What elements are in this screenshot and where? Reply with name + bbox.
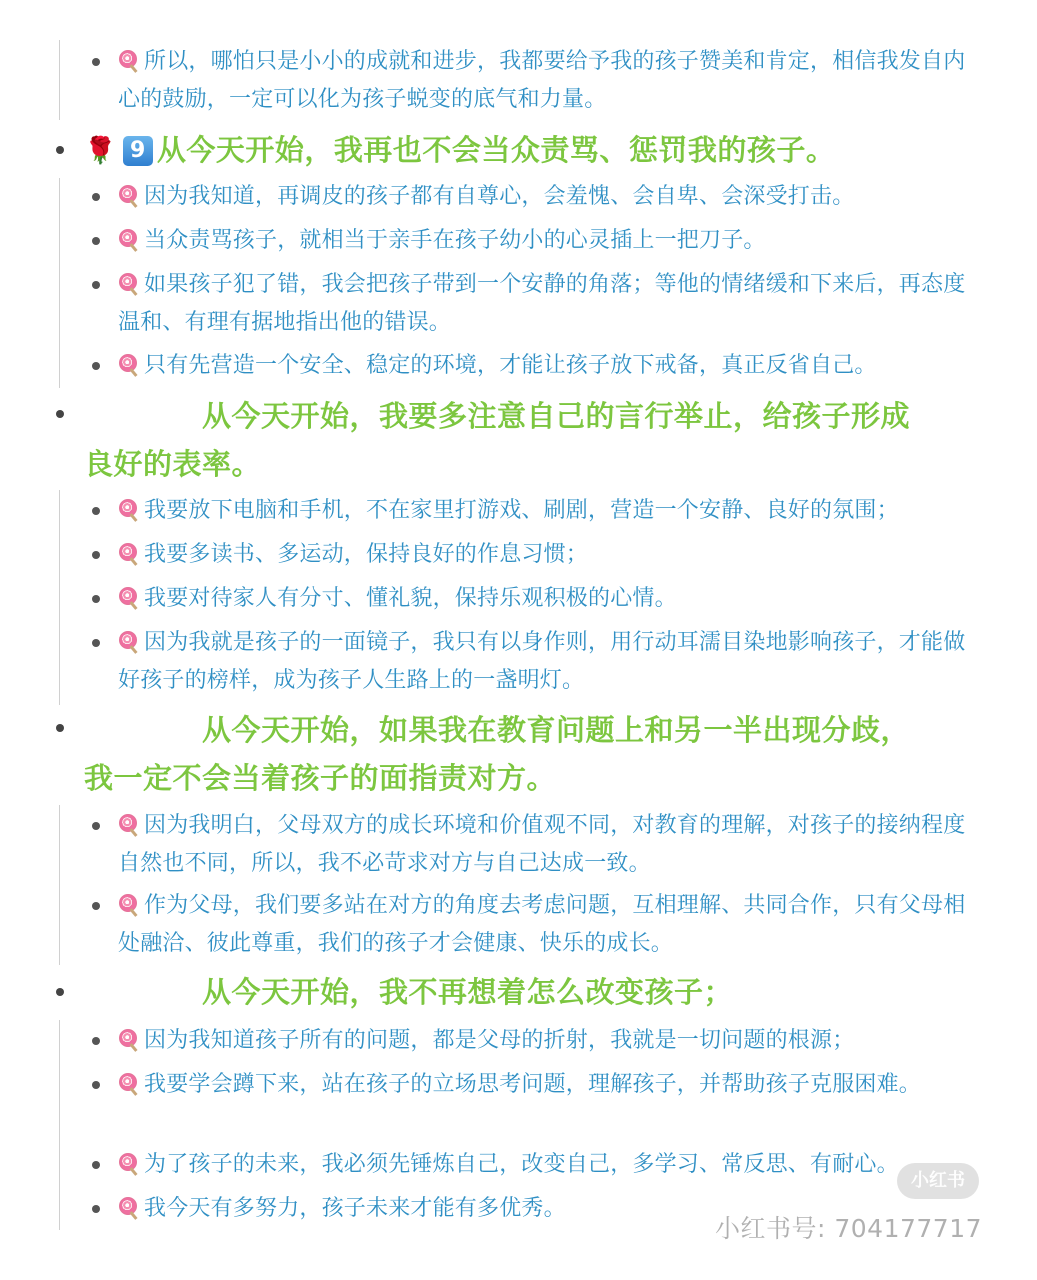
section-heading: 🌹 9 从今天开始，我再也不会当众责骂、惩罚我的孩子。: [84, 126, 984, 175]
heading-bullet: [56, 146, 64, 154]
list-item: 我今天有多努力，孩子未来才能有多优秀。: [118, 1190, 968, 1228]
bullet: [92, 58, 100, 66]
lollipop-icon: [118, 630, 140, 652]
watermark-id: 小红书号: 704177717: [715, 1214, 983, 1243]
list-item: 因为我知道孩子所有的问题，都是父母的折射，我就是一切问题的根源；: [118, 1022, 968, 1060]
section-heading: 从今天开始，我要多注意自己的言行举止，给孩子形成 良好的表率。: [84, 399, 911, 481]
lollipop-icon: [118, 893, 140, 915]
lollipop-icon: [118, 353, 140, 375]
list-item: 为了孩子的未来，我必须先锤炼自己，改变自己，多学习、常反思、有耐心。: [118, 1146, 968, 1184]
lollipop-icon: [118, 228, 140, 250]
lollipop-icon: [118, 49, 140, 71]
lollipop-icon: [118, 1196, 140, 1218]
list-item: 因为我明白，父母双方的成长环境和价值观不同，对教育的理解，对孩子的接纳程度自然也不同，所以，我不必苛求对方与自己达成一致。: [118, 807, 968, 883]
list-item: 我要学会蹲下来，站在孩子的立场思考问题，理解孩子，并帮助孩子克服困难。: [118, 1066, 968, 1104]
list-item: 因为我知道，再调皮的孩子都有自尊心，会羞愧、会自卑、会深受打击。: [118, 178, 968, 216]
section-heading: 从今天开始，如果我在教育问题上和另一半出现分歧， 我一定不会当着孩子的面指责对方。: [84, 713, 911, 795]
indent-guide: [59, 1020, 60, 1230]
lollipop-icon: [118, 1152, 140, 1174]
list-item: 因为我就是孩子的一面镜子，我只有以身作则，用行动耳濡目染地影响孩子，才能做好孩子的榜样，成为孩子人生路上的一盏明灯。: [118, 624, 968, 700]
indent-guide: [59, 805, 60, 965]
list-item: 如果孩子犯了错，我会把孩子带到一个安静的角落；等他的情绪缓和下来后，再态度温和、有理有据地指出他的错误。: [118, 266, 968, 342]
lollipop-icon: [118, 1072, 140, 1094]
indent-guide: [59, 178, 60, 388]
watermark-logo: 小红书: [897, 1163, 979, 1199]
indent-guide: [59, 40, 60, 120]
number-badge: 9: [123, 136, 153, 166]
heading-bullet: [56, 410, 64, 418]
section-heading: 从今天开始，我不再想着怎么改变孩子；: [202, 975, 734, 1009]
list-item: 当众责骂孩子，就相当于亲手在孩子幼小的心灵插上一把刀子。: [118, 222, 968, 260]
lollipop-icon: [118, 586, 140, 608]
lollipop-icon: [118, 184, 140, 206]
lollipop-icon: [118, 272, 140, 294]
lollipop-icon: [118, 498, 140, 520]
list-item: 我要对待家人有分寸、懂礼貌，保持乐观积极的心情。: [118, 580, 968, 618]
list-item: 所以，哪怕只是小小的成就和进步，我都要给予我的孩子赞美和肯定，相信我发自内心的鼓励，一定可以化为孩子蜕变的底气和力量。: [118, 43, 968, 119]
lollipop-icon: [118, 813, 140, 835]
list-item: 作为父母，我们要多站在对方的角度去考虑问题，互相理解、共同合作，只有父母相处融洽、彼此尊重，我们的孩子才会健康、快乐的成长。: [118, 887, 968, 963]
list-item: 我要放下电脑和手机，不在家里打游戏、刷剧，营造一个安静、良好的氛围；: [118, 492, 968, 530]
lollipop-icon: [118, 1028, 140, 1050]
lollipop-icon: [118, 542, 140, 564]
list-item: 我要多读书、多运动，保持良好的作息习惯；: [118, 536, 968, 574]
rose-icon: 🌹: [84, 136, 117, 166]
heading-bullet: [56, 724, 64, 732]
list-item: 只有先营造一个安全、稳定的环境，才能让孩子放下戒备，真正反省自己。: [118, 347, 968, 385]
heading-bullet: [56, 988, 64, 996]
indent-guide: [59, 490, 60, 705]
